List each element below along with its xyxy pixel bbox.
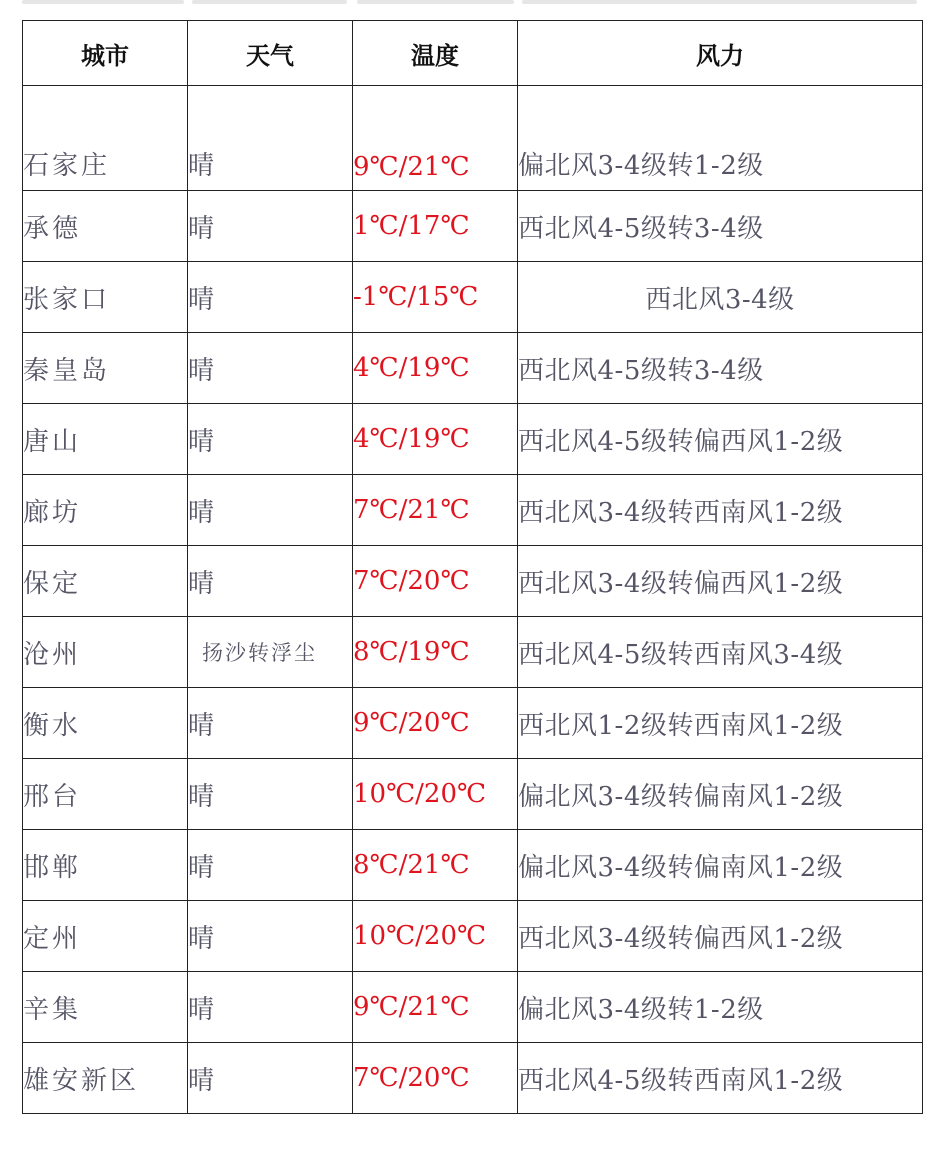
wind-cell: 西北风4-5级转西南风1-2级 xyxy=(518,1043,923,1114)
temperature-cell: 8℃/19℃ xyxy=(353,617,518,688)
table-row xyxy=(23,475,923,546)
weather-cell: 晴 xyxy=(188,333,353,404)
table-row xyxy=(23,404,923,475)
weather-cell: 晴 xyxy=(188,830,353,901)
wind-cell: 偏北风3-4级转偏南风1-2级 xyxy=(518,830,923,901)
top-edge-strip xyxy=(0,0,942,6)
city-cell: 保定 xyxy=(23,546,188,617)
weather-cell: 晴 xyxy=(188,404,353,475)
table-row xyxy=(23,830,923,901)
wind-cell: 偏北风3-4级转1-2级 xyxy=(518,972,923,1043)
table-row xyxy=(23,901,923,972)
table-row xyxy=(23,546,923,617)
wind-cell: 西北风3-4级转偏西风1-2级 xyxy=(518,901,923,972)
table-row xyxy=(23,759,923,830)
weather-cell: 晴 xyxy=(188,191,353,262)
temperature-cell: 10℃/20℃ xyxy=(353,759,518,830)
city-cell: 秦皇岛 xyxy=(23,333,188,404)
table-row xyxy=(23,262,923,333)
wind-cell: 西北风1-2级转西南风1-2级 xyxy=(518,688,923,759)
wind-cell: 西北风4-5级转3-4级 xyxy=(518,333,923,404)
city-cell: 衡水 xyxy=(23,688,188,759)
temperature-cell: 9℃/21℃ xyxy=(353,972,518,1043)
header-temperature: 温度 xyxy=(353,21,518,86)
table-header-row xyxy=(23,21,923,86)
table-row xyxy=(23,86,923,191)
weather-cell: 晴 xyxy=(188,901,353,972)
temperature-cell: 10℃/20℃ xyxy=(353,901,518,972)
weather-cell: 扬沙转浮尘 xyxy=(188,617,353,688)
table-row xyxy=(23,617,923,688)
table-row xyxy=(23,972,923,1043)
table-row xyxy=(23,191,923,262)
table-row xyxy=(23,688,923,759)
city-cell: 辛集 xyxy=(23,972,188,1043)
temperature-cell: 1℃/17℃ xyxy=(353,191,518,262)
temperature-cell: 9℃/20℃ xyxy=(353,688,518,759)
city-cell: 邯郸 xyxy=(23,830,188,901)
weather-cell: 晴 xyxy=(188,262,353,333)
wind-cell: 西北风4-5级转3-4级 xyxy=(518,191,923,262)
temperature-cell: 7℃/21℃ xyxy=(353,475,518,546)
weather-cell: 晴 xyxy=(188,546,353,617)
table-row xyxy=(23,333,923,404)
weather-cell: 晴 xyxy=(188,759,353,830)
wind-cell: 偏北风3-4级转1-2级 xyxy=(518,86,923,191)
wind-cell: 西北风3-4级转西南风1-2级 xyxy=(518,475,923,546)
wind-cell: 偏北风3-4级转偏南风1-2级 xyxy=(518,759,923,830)
city-cell: 张家口 xyxy=(23,262,188,333)
city-cell: 廊坊 xyxy=(23,475,188,546)
wind-cell: 西北风4-5级转偏西风1-2级 xyxy=(518,404,923,475)
weather-forecast-table xyxy=(22,20,923,1114)
header-weather: 天气 xyxy=(188,21,353,86)
weather-cell: 晴 xyxy=(188,1043,353,1114)
wind-cell: 西北风4-5级转西南风3-4级 xyxy=(518,617,923,688)
weather-cell: 晴 xyxy=(188,475,353,546)
city-cell: 石家庄 xyxy=(23,86,188,191)
temperature-cell: 4℃/19℃ xyxy=(353,333,518,404)
temperature-cell: 8℃/21℃ xyxy=(353,830,518,901)
weather-cell: 晴 xyxy=(188,972,353,1043)
header-wind: 风力 xyxy=(518,21,923,86)
temperature-cell: 9℃/21℃ xyxy=(353,86,518,191)
temperature-cell: 7℃/20℃ xyxy=(353,1043,518,1114)
temperature-cell: 7℃/20℃ xyxy=(353,546,518,617)
wind-cell: 西北风3-4级转偏西风1-2级 xyxy=(518,546,923,617)
table-row xyxy=(23,1043,923,1114)
city-cell: 定州 xyxy=(23,901,188,972)
weather-cell: 晴 xyxy=(188,86,353,191)
city-cell: 邢台 xyxy=(23,759,188,830)
city-cell: 承德 xyxy=(23,191,188,262)
weather-cell: 晴 xyxy=(188,688,353,759)
city-cell: 唐山 xyxy=(23,404,188,475)
city-cell: 雄安新区 xyxy=(23,1043,188,1114)
wind-cell: 西北风3-4级 xyxy=(518,262,923,333)
temperature-cell: 4℃/19℃ xyxy=(353,404,518,475)
header-city: 城市 xyxy=(23,21,188,86)
city-cell: 沧州 xyxy=(23,617,188,688)
temperature-cell: -1℃/15℃ xyxy=(353,262,518,333)
